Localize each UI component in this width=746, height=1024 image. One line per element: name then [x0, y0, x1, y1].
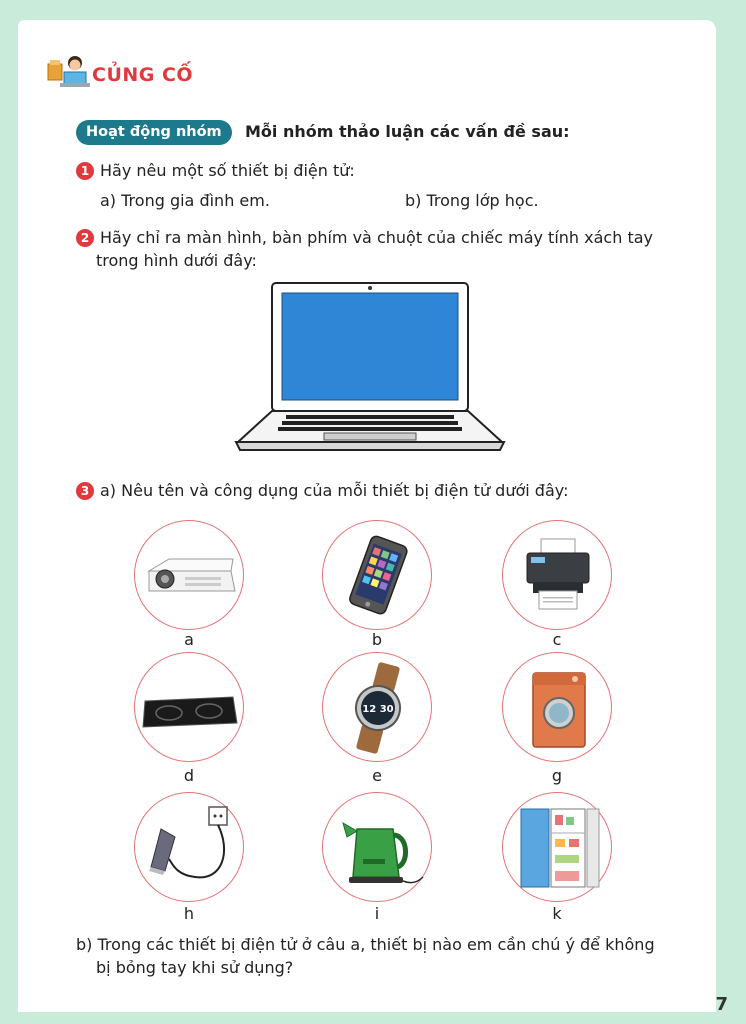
device-g-label: g	[551, 766, 563, 785]
question-2-line2: trong hình dưới đây:	[96, 251, 257, 270]
device-c	[502, 520, 612, 630]
device-e-label: e	[372, 766, 382, 785]
question-2-number: 2	[76, 229, 94, 247]
device-h	[134, 792, 244, 902]
watch-display: 12 30	[362, 704, 394, 715]
question-3a-text: a) Nêu tên và công dụng của mỗi thiết bị điện tử dưới đây:	[100, 481, 569, 500]
device-i	[322, 792, 432, 902]
question-3b-line2: bị bỏng tay khi sử dụng?	[96, 958, 294, 977]
device-a	[134, 520, 244, 630]
section-title: CỦNG CỐ	[92, 64, 194, 86]
question-1-number: 1	[76, 162, 94, 180]
laptop-icon	[234, 282, 506, 458]
device-g	[502, 652, 612, 762]
device-k-label: k	[552, 904, 562, 923]
question-1b: b) Trong lớp học.	[405, 191, 539, 210]
page-number: 7	[715, 994, 728, 1015]
activity-intro: Mỗi nhóm thảo luận các vấn đề sau:	[245, 122, 570, 141]
device-h-label: h	[183, 904, 195, 923]
device-i-label: i	[374, 904, 380, 923]
question-1a: a) Trong gia đình em.	[100, 191, 270, 210]
device-b	[322, 520, 432, 630]
question-3-number: 3	[76, 482, 94, 500]
device-c-label: c	[552, 630, 562, 649]
device-d-label: d	[183, 766, 195, 785]
device-k	[502, 792, 612, 902]
question-2-line1: Hãy chỉ ra màn hình, bàn phím và chuột của chiếc máy tính xách tay	[100, 228, 653, 247]
question-3b-line1: b) Trong các thiết bị điện tử ở câu a, thiết bị nào em cần chú ý để không	[76, 935, 655, 954]
device-a-label: a	[184, 630, 194, 649]
device-b-label: b	[371, 630, 383, 649]
activity-tag: Hoạt động nhóm	[76, 120, 232, 145]
student-laptop-icon	[46, 54, 90, 94]
device-d	[134, 652, 244, 762]
question-1-text: Hãy nêu một số thiết bị điện tử:	[100, 161, 355, 180]
device-e	[322, 652, 432, 762]
